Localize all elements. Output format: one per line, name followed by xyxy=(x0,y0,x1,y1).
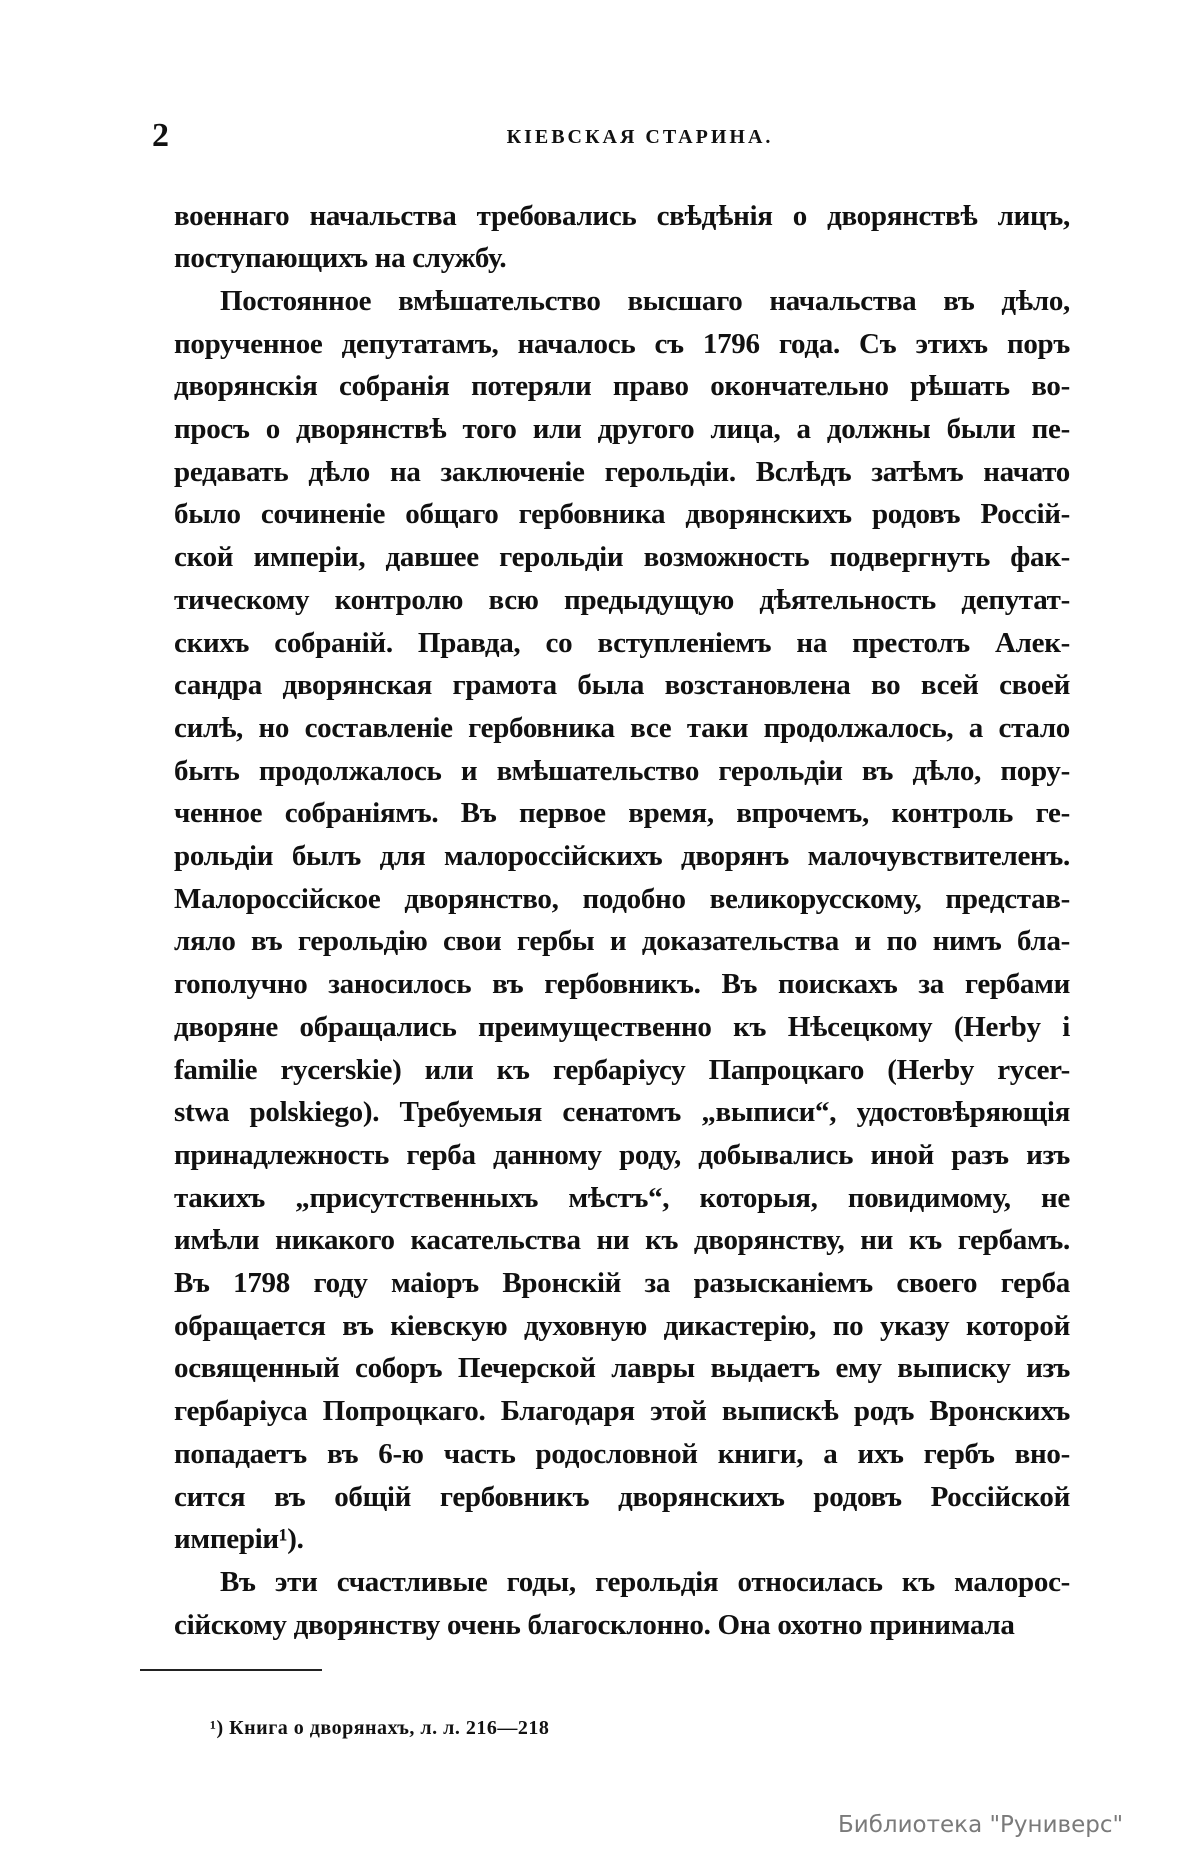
text-line: быть продолжалось и вмѣшательство герольдіи въ дѣло, пору- xyxy=(174,754,1070,787)
text-line: ченное собраніямъ. Въ первое время, впрочемъ, контроль ге- xyxy=(174,797,1070,830)
text-line: рольдіи былъ для малороссійскихъ дворянъ малочувствителенъ. xyxy=(174,840,1070,872)
text-line: гополучно заносилось въ гербовникъ. Въ поискахъ за гербами xyxy=(174,968,1070,1001)
text-line: Въ 1798 году маіоръ Вронскій за разысканіемъ своего герба xyxy=(174,1267,1070,1299)
text-line: такихъ „присутственныхъ мѣстъ“, которыя, повидимому, не xyxy=(174,1181,1070,1214)
text-line: силѣ, но составленіе гербовника все таки продолжалось, а стало xyxy=(174,711,1070,744)
text-line: сійскому дворянству очень благосклонно. Она охотно принимала xyxy=(174,1608,1015,1641)
text-line: редавать дѣло на заключеніе герольдіи. Вслѣдъ затѣмъ начато xyxy=(174,455,1070,488)
text-line: освященный соборъ Печерской лавры выдаетъ ему выписку изъ xyxy=(174,1352,1070,1385)
text-line: военнаго начальства требовались свѣдѣнія о дворянствѣ лицъ, xyxy=(174,199,1070,232)
text-line: stwa polskiego). Требуемыя сенатомъ „выписи“, удостовѣряющія xyxy=(174,1096,1070,1129)
text-line: было сочиненіе общаго гербовника дворянскихъ родовъ Россій- xyxy=(174,498,1070,531)
text-line: просъ о дворянствѣ того или другого лица, а должны были пе- xyxy=(174,413,1070,445)
footnote: ¹) Книга о дворянахъ, л. л. 216—218 xyxy=(210,1717,550,1739)
text-line: обращается въ кіевскую духовную дикастерію, по указу которой xyxy=(174,1309,1070,1342)
text-line: familie rycerskie) или къ гербаріусу Папроцкаго (Herby rycer- xyxy=(174,1053,1070,1086)
text-line: имперіи¹). xyxy=(174,1523,304,1556)
text-line: скихъ собраній. Правда, со вступленіемъ на престолъ Алек- xyxy=(174,626,1070,659)
text-line: порученное депутатамъ, началось съ 1796 года. Съ этихъ поръ xyxy=(174,327,1070,360)
text-line: сандра дворянская грамота была возстановлена во всей своей xyxy=(174,669,1070,702)
library-watermark: Библиотека "Руниверс" xyxy=(838,1812,1124,1838)
text-line: сится въ общій гербовникъ дворянскихъ родовъ Россійской xyxy=(174,1480,1070,1513)
text-line: имѣли никакого касательства ни къ дворянству, ни къ гербамъ. xyxy=(174,1224,1070,1257)
footnote-divider xyxy=(140,1669,322,1671)
text-line: тическому контролю всю предыдущую дѣятельность депутат- xyxy=(174,583,1070,616)
text-line: ской имперіи, давшее герольдіи возможность подвергнуть фак- xyxy=(174,541,1070,574)
text-line: Малороссійское дворянство, подобно великорусскому, представ- xyxy=(174,882,1070,915)
text-line: Постоянное вмѣшательство высшаго начальства въ дѣло, xyxy=(220,284,1070,317)
text-line: попадаетъ въ 6-ю часть родословной книги, а ихъ гербъ вно- xyxy=(174,1437,1070,1470)
text-line: гербаріуса Попроцкаго. Благодаря этой выпискѣ родъ Вронскихъ xyxy=(174,1395,1070,1428)
text-line: дворянскія собранія потеряли право окончательно рѣшать во- xyxy=(174,370,1070,403)
text-line: ляло въ герольдію свои гербы и доказательства и по нимъ бла- xyxy=(174,925,1070,958)
page-number: 2 xyxy=(152,117,169,154)
text-line: поступающихъ на службу. xyxy=(174,242,507,275)
text-line: дворяне обращались преимущественно къ Нѣсецкому (Herby i xyxy=(174,1010,1070,1043)
text-line: принадлежность герба данному роду, добывались иной разъ изъ xyxy=(174,1138,1070,1171)
text-line: Въ эти счастливые годы, герольдія относилась къ малорос- xyxy=(220,1565,1070,1598)
running-title: КІЕВСКАЯ СТАРИНА. xyxy=(506,126,774,148)
